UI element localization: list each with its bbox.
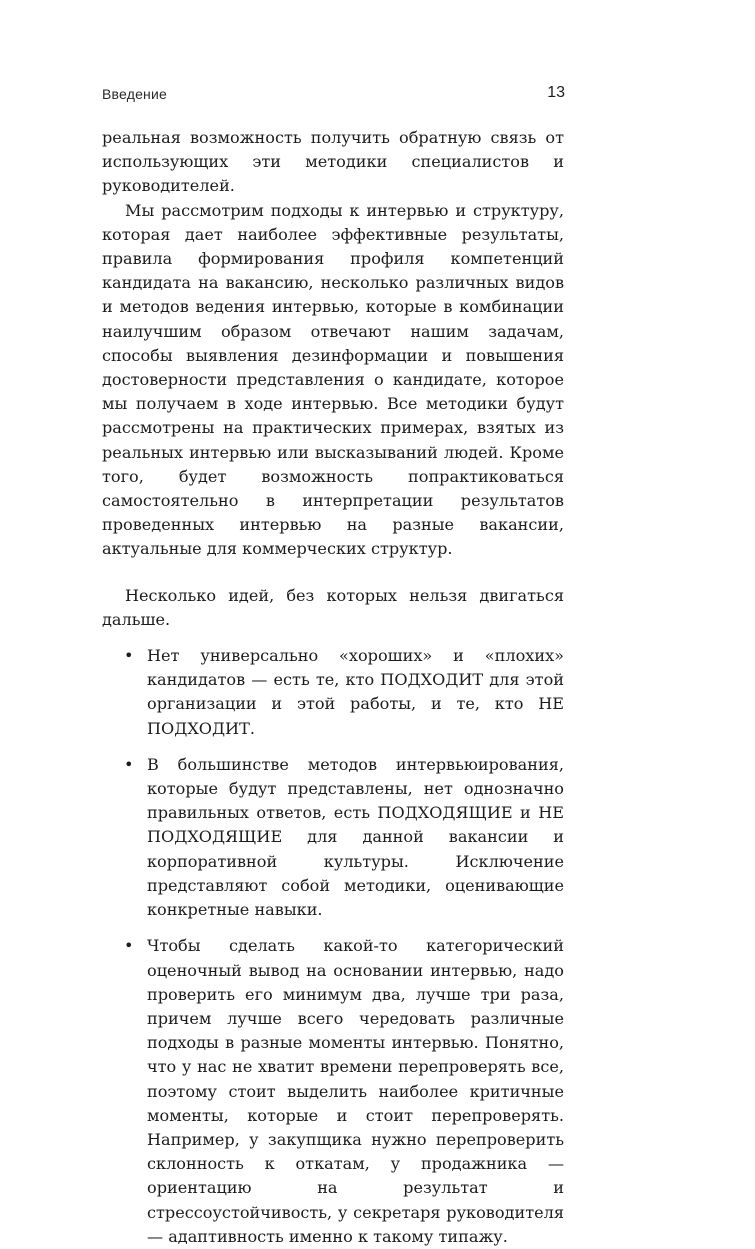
list-item xyxy=(102,644,564,741)
ideas-list xyxy=(102,644,564,1249)
bullet-icon: • xyxy=(124,754,134,774)
list-item xyxy=(102,753,564,922)
list-item-text: Нет универсально «хороших» и «плохих» кандидатов — есть те, кто ПОДХОДИТ для этой организации и этой работы, и те, кто НЕ ПОДХОДИТ. xyxy=(147,646,564,738)
bullet-icon: • xyxy=(124,646,134,666)
paragraph-methods: Мы рассмотрим подходы к интервью и структуру, которая дает наиболее эффективные результаты, правила формирования профиля компетенций кандидата на вакансию, несколько различных видов и методов ведения интервью, которые в комбинации наилучшим образом отвечают нашим задачам, способы выявления дезинформации и повышения достоверности представления о кандидате, которое мы получаем в ходе интервью. Все методики будут рассмотрены на практических примерах, взятых из реальных интервью или высказываний людей. Кроме того, будет возможность попрактиковаться самостоятельно в интерпретации результатов проведенных интервью на разные вакансии, актуальные для коммерческих структур. xyxy=(102,200,564,559)
list-item-text: В большинстве методов интервьюирования, которые будут представлены, нет однозначно правильных ответов, есть ПОДХОДЯЩИЕ и НЕ ПОДХОДЯЩИЕ для данной вакансии и корпоративной культуры. Исключение представляют собой методики, оценивающие конкретные навыки. xyxy=(147,754,564,920)
paragraph-ideas-intro: Несколько идей, без которых нельзя двигаться дальше. xyxy=(102,585,564,629)
list-item xyxy=(102,934,564,1249)
list-item-text: Чтобы сделать какой-то категорический оценочный вывод на основании интервью, надо проверить его минимум два, лучше три раза, причем лучше всего чередовать различные подходы в разные моменты интервью. Понятно, что у нас не хватит времени перепроверять все, поэтому стоит выделить наиболее критичные моменты, которые и стоит перепроверять. Например, у закупщика нужно перепроверить склонность к откатам, у продажника — ориентацию на результат и стрессоустойчивость, у секретаря руководителя — адаптивность именно к такому типажу. xyxy=(147,936,564,1246)
text-body xyxy=(102,126,564,1249)
paragraph-continuation: реальная возможность получить обратную связь от использующих эти методики специалистов и руководителей. xyxy=(102,128,564,196)
page-number: 13 xyxy=(547,84,565,101)
bullet-icon: • xyxy=(124,936,134,956)
running-head: Введение xyxy=(102,86,167,102)
